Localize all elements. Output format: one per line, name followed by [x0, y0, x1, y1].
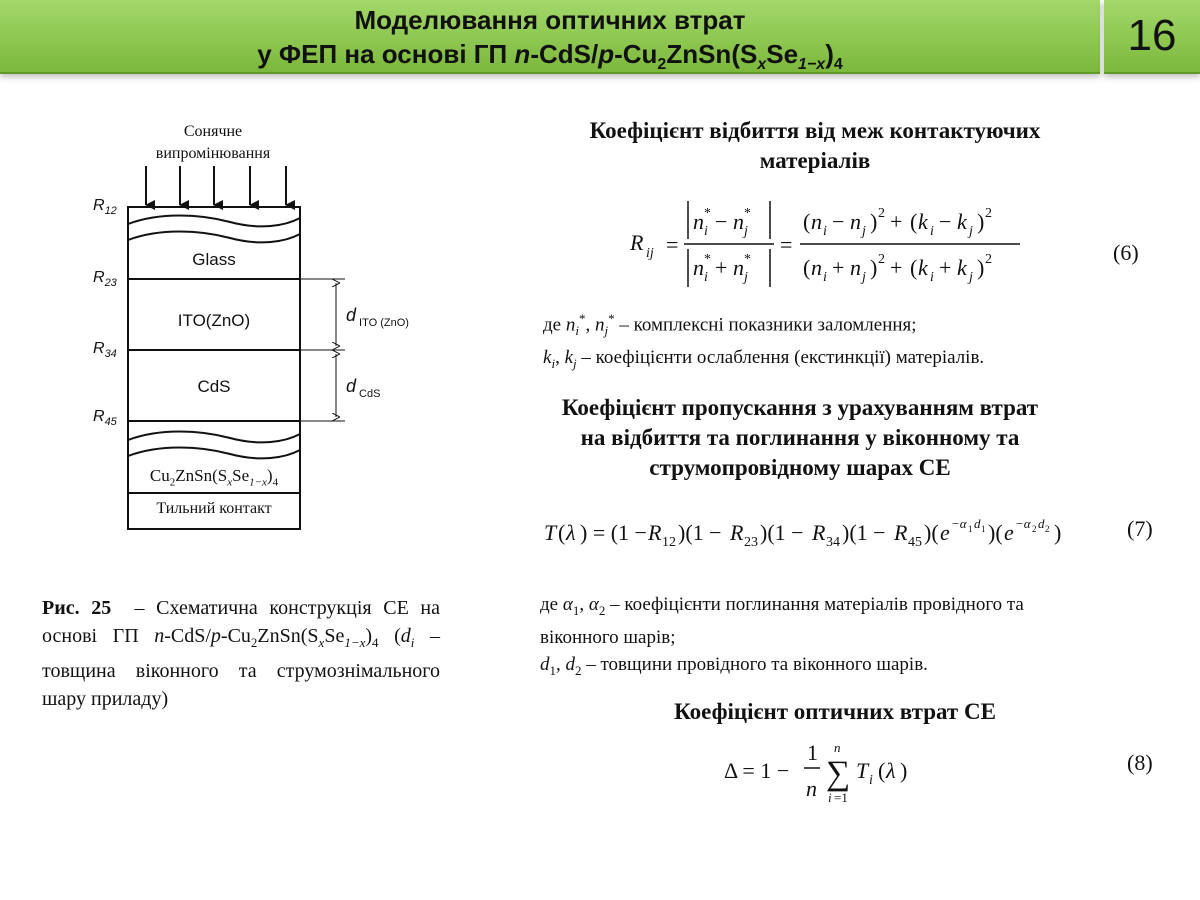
- section1-note-1: [543, 305, 1143, 344]
- svg-text:*: *: [704, 206, 711, 221]
- figure-caption: [42, 594, 440, 713]
- caption-close: ): [365, 625, 373, 647]
- caption-znsn: ZnSn(S: [257, 625, 319, 647]
- svg-text:)(1 −: )(1 −: [842, 520, 886, 545]
- s2-d1: d: [540, 653, 550, 675]
- section2-heading: [505, 393, 1095, 483]
- svg-text:R: R: [730, 520, 744, 545]
- section2-heading-1: Коефіцієнт пропускання з урахуванням втрат: [561, 395, 1039, 420]
- title-sub-1x: 1−x: [798, 56, 826, 74]
- r23-sub: 23: [104, 277, 117, 290]
- section2-note-2: [540, 651, 1160, 684]
- section1-note-2: [543, 344, 1143, 377]
- caption-di: d: [400, 625, 411, 647]
- svg-text:): ): [977, 209, 985, 234]
- svg-text:n: n: [693, 255, 704, 280]
- s2-d1-sub: 1: [549, 662, 556, 678]
- svg-text:+: +: [715, 255, 728, 280]
- svg-text:n: n: [834, 740, 841, 755]
- caption-cds: -CdS/: [164, 625, 211, 647]
- section3-heading: Коефіцієнт оптичних втрат СЕ: [674, 699, 996, 724]
- svg-text:i: i: [930, 270, 934, 285]
- svg-text:23: 23: [744, 535, 758, 550]
- svg-text:+: +: [890, 209, 903, 234]
- r45-sub: 45: [104, 416, 117, 429]
- svg-text:n: n: [850, 209, 861, 234]
- caption-sub-2: 2: [250, 635, 258, 650]
- svg-text:(: (: [803, 255, 811, 280]
- svg-text:*: *: [744, 206, 751, 221]
- note2-comma: ,: [555, 347, 565, 369]
- note2-kj: k: [564, 347, 573, 369]
- layer-czts: [128, 466, 300, 488]
- svg-text:T: T: [856, 758, 869, 783]
- svg-text:*: *: [704, 252, 711, 267]
- d-ito-main: d: [346, 305, 357, 325]
- section1-notes: [543, 305, 1143, 377]
- svg-text:=1: =1: [834, 790, 848, 805]
- r12-sub: 12: [104, 205, 117, 218]
- title-sub-4: 4: [833, 56, 843, 74]
- section1-heading-1: Коефіцієнт відбиття від меж контактуючих: [589, 118, 1041, 143]
- svg-text:n: n: [733, 255, 744, 280]
- svg-text:j: j: [862, 270, 866, 285]
- svg-text:−: −: [939, 209, 952, 234]
- equation-6-number: (6): [1113, 240, 1139, 265]
- s2-note1-rest: – коефіцієнти поглинання матеріалів провідного та: [605, 594, 1024, 615]
- caption-n: n: [154, 625, 165, 647]
- svg-text:e: e: [1004, 520, 1014, 545]
- s2-note2-comma: ,: [556, 653, 566, 675]
- absorber-break-wave-1: [128, 432, 300, 443]
- svg-text:): ): [1054, 520, 1062, 545]
- svg-text:): ): [977, 255, 985, 280]
- label-d-ito: [346, 305, 409, 329]
- section2-heading-2: на відбиття та поглинання у віконному та: [580, 425, 1020, 450]
- svg-text:*: *: [744, 252, 751, 267]
- svg-text:∑: ∑: [826, 755, 851, 792]
- svg-text:k: k: [957, 209, 967, 234]
- caption-sub-4: 4: [372, 635, 379, 650]
- svg-text:−: −: [832, 209, 845, 234]
- caption-sub-1x: 1−x: [344, 635, 366, 650]
- svg-text:2: 2: [985, 252, 992, 267]
- svg-text:(: (: [910, 255, 918, 280]
- svg-text:j: j: [744, 224, 748, 239]
- title-sub-2: 2: [657, 56, 667, 74]
- czts-znsn: ZnSn(S: [175, 466, 228, 485]
- caption-sub-x: x: [318, 635, 325, 650]
- layer-ito: ITO(ZnO): [177, 311, 251, 330]
- svg-text:j: j: [969, 270, 973, 285]
- section2-note-1: [540, 591, 1160, 624]
- svg-text:+: +: [939, 255, 952, 280]
- svg-text:)(: )(: [924, 520, 939, 545]
- equation-6: [620, 195, 1040, 295]
- svg-text:n: n: [811, 209, 822, 234]
- czts-sub-x: x: [227, 476, 233, 489]
- section2-heading-3: струмопровідному шарах СЕ: [649, 455, 951, 480]
- radiation-label-2: випромінювання: [155, 145, 271, 162]
- svg-text:2: 2: [985, 206, 992, 221]
- svg-text:k: k: [957, 255, 967, 280]
- label-r23: [93, 269, 117, 289]
- svg-text:−: −: [715, 209, 728, 234]
- svg-text:i: i: [823, 270, 827, 285]
- equation-8: [720, 738, 940, 810]
- svg-text:n: n: [806, 776, 817, 801]
- svg-text:R: R: [812, 520, 826, 545]
- svg-text:k: k: [918, 255, 928, 280]
- label-r45: [93, 408, 117, 428]
- title-znsn: ZnSn(S: [666, 39, 758, 69]
- s2-note2-rest: – товщини провідного та віконного шарів.: [581, 653, 928, 675]
- svg-text:+: +: [832, 255, 845, 280]
- title-close: ): [825, 39, 834, 69]
- section2-notes: [540, 591, 1160, 684]
- svg-text:1: 1: [968, 524, 973, 534]
- page-number: 16: [1104, 0, 1200, 74]
- equation-7-number: (7): [1127, 516, 1153, 541]
- svg-text:(: (: [803, 209, 811, 234]
- svg-text:−α: −α: [1015, 516, 1031, 531]
- label-r12: [93, 197, 117, 217]
- czts-sub-4: 4: [272, 476, 279, 489]
- glass-break-wave-1: [128, 216, 300, 227]
- s2-d2: d: [565, 653, 575, 675]
- svg-text:2: 2: [878, 206, 885, 221]
- svg-text:+: +: [890, 255, 903, 280]
- svg-text:(: (: [558, 520, 566, 545]
- s2-alpha1-sub: 1: [572, 602, 580, 618]
- caption-di-sub: i: [410, 635, 415, 650]
- svg-text:)(1 −: )(1 −: [760, 520, 804, 545]
- caption-se: Se: [324, 625, 345, 647]
- s2-note1-comma: ,: [579, 594, 589, 615]
- svg-text:) = (1 −: ) = (1 −: [580, 520, 647, 545]
- svg-text:(: (: [878, 758, 886, 783]
- note2-ki-sub: i: [551, 355, 556, 371]
- svg-text:45: 45: [908, 535, 922, 550]
- svg-text:2: 2: [1045, 524, 1050, 534]
- svg-text:e: e: [940, 520, 950, 545]
- equation-8-number: (8): [1127, 750, 1153, 775]
- title-cds: -CdS/: [530, 39, 599, 69]
- svg-text:λ: λ: [886, 758, 896, 783]
- caption-paren: (: [394, 625, 401, 647]
- caption-text-1: – Схематична конструкція СЕ на основі ГП: [42, 597, 440, 647]
- svg-text:j: j: [969, 224, 973, 239]
- caption-cu: -Cu: [220, 625, 251, 647]
- svg-text:)(1 −: )(1 −: [678, 520, 722, 545]
- czts-cu: Cu: [149, 466, 170, 485]
- title-cu: -Cu: [614, 39, 658, 69]
- title-sub-x: x: [757, 56, 767, 74]
- svg-text:)(: )(: [988, 520, 1003, 545]
- svg-text:34: 34: [826, 535, 840, 550]
- note1-nj: n: [594, 314, 605, 336]
- svg-text:d: d: [1038, 516, 1045, 531]
- svg-text:2: 2: [878, 252, 885, 267]
- svg-text:n: n: [693, 209, 704, 234]
- svg-text:R: R: [630, 230, 644, 255]
- czts-sub-1x: 1−x: [249, 476, 267, 489]
- r45-main: R: [93, 408, 105, 425]
- czts-se: Se: [232, 466, 250, 485]
- svg-text:R: R: [894, 520, 908, 545]
- note1-pre: де: [543, 314, 566, 336]
- note1-ni: n: [565, 314, 576, 336]
- svg-text:T: T: [544, 520, 557, 545]
- note1-comma: ,: [585, 314, 595, 336]
- s2-alpha1: α: [562, 594, 573, 615]
- svg-text:λ: λ: [566, 520, 576, 545]
- r34-sub: 34: [104, 348, 117, 361]
- svg-text:12: 12: [662, 535, 676, 550]
- svg-text:j: j: [744, 270, 748, 285]
- svg-text:n: n: [811, 255, 822, 280]
- note2-ki: k: [543, 347, 552, 369]
- section1-heading: [520, 116, 1110, 176]
- czts-sub-2: 2: [169, 476, 176, 489]
- svg-text:=: =: [666, 232, 679, 257]
- svg-text:): ): [870, 255, 878, 280]
- svg-text:d: d: [974, 516, 981, 531]
- radiation-label-1: Сонячне: [183, 123, 243, 140]
- note1-ni-sub: i: [575, 323, 579, 339]
- svg-text:i: i: [869, 773, 873, 788]
- note1-rest: – комплексні показники заломлення;: [614, 314, 917, 336]
- caption-p: p: [210, 625, 221, 647]
- caption-fig-label: Рис. 25: [42, 597, 112, 619]
- absorber-break-wave-2: [128, 448, 300, 459]
- radiation-arrows: [146, 166, 286, 205]
- r12-main: R: [93, 197, 105, 214]
- title-n: n: [514, 39, 531, 69]
- czts-close: ): [266, 466, 273, 485]
- svg-text:i: i: [828, 790, 832, 805]
- title-p: p: [598, 39, 615, 69]
- s2-alpha2: α: [588, 594, 599, 615]
- svg-text:=: =: [780, 232, 793, 257]
- section2-note-1b: віконного шарів;: [540, 626, 676, 648]
- svg-text:): ): [870, 209, 878, 234]
- svg-text:n: n: [733, 209, 744, 234]
- svg-text:1: 1: [807, 740, 818, 765]
- s2-alpha2-sub: 2: [598, 602, 606, 618]
- title-prefix: у ФЕП на основі ГП: [257, 39, 515, 69]
- svg-text:i: i: [823, 224, 827, 239]
- r23-main: R: [93, 269, 105, 286]
- s2-note1-pre: де: [540, 594, 563, 615]
- title-line-1: Моделювання оптичних втрат: [354, 5, 746, 35]
- caption-text-2: – товщина віконного та струмознімального шару приладу): [42, 625, 440, 710]
- svg-text:(: (: [910, 209, 918, 234]
- section1-heading-2: матеріалів: [759, 148, 871, 173]
- note1-nj-sub: j: [604, 323, 609, 339]
- svg-text:Δ = 1 −: Δ = 1 −: [724, 758, 790, 783]
- svg-text:2: 2: [1032, 524, 1037, 534]
- equation-7: [540, 510, 1120, 560]
- svg-text:R: R: [648, 520, 662, 545]
- layer-back-contact: Тильний контакт: [156, 500, 272, 517]
- note1-ni-star: *: [578, 311, 586, 326]
- d-cds-main: d: [346, 376, 357, 396]
- s2-d2-sub: 2: [575, 662, 582, 678]
- svg-text:): ): [900, 758, 908, 783]
- svg-text:1: 1: [981, 524, 986, 534]
- note2-rest: – коефіцієнти ослаблення (екстинкції) матеріалів.: [576, 347, 985, 369]
- svg-text:−α: −α: [951, 516, 967, 531]
- svg-text:i: i: [930, 224, 934, 239]
- note2-kj-sub: j: [573, 355, 577, 371]
- d-ito-sub: ITO (ZnO): [359, 316, 409, 329]
- glass-break-wave-2: [128, 232, 300, 243]
- label-r34: [93, 340, 117, 360]
- svg-text:j: j: [862, 224, 866, 239]
- note1-nj-star: *: [608, 311, 615, 326]
- r34-main: R: [93, 340, 105, 357]
- label-d-cds: [346, 376, 380, 400]
- layer-cds: CdS: [197, 377, 231, 396]
- svg-text:ij: ij: [646, 246, 654, 261]
- svg-text:i: i: [704, 270, 708, 285]
- svg-text:i: i: [704, 224, 708, 239]
- title-se: Se: [766, 39, 799, 69]
- svg-text:k: k: [918, 209, 928, 234]
- svg-text:n: n: [850, 255, 861, 280]
- layer-glass: Glass: [192, 250, 236, 269]
- d-cds-sub: CdS: [359, 387, 381, 400]
